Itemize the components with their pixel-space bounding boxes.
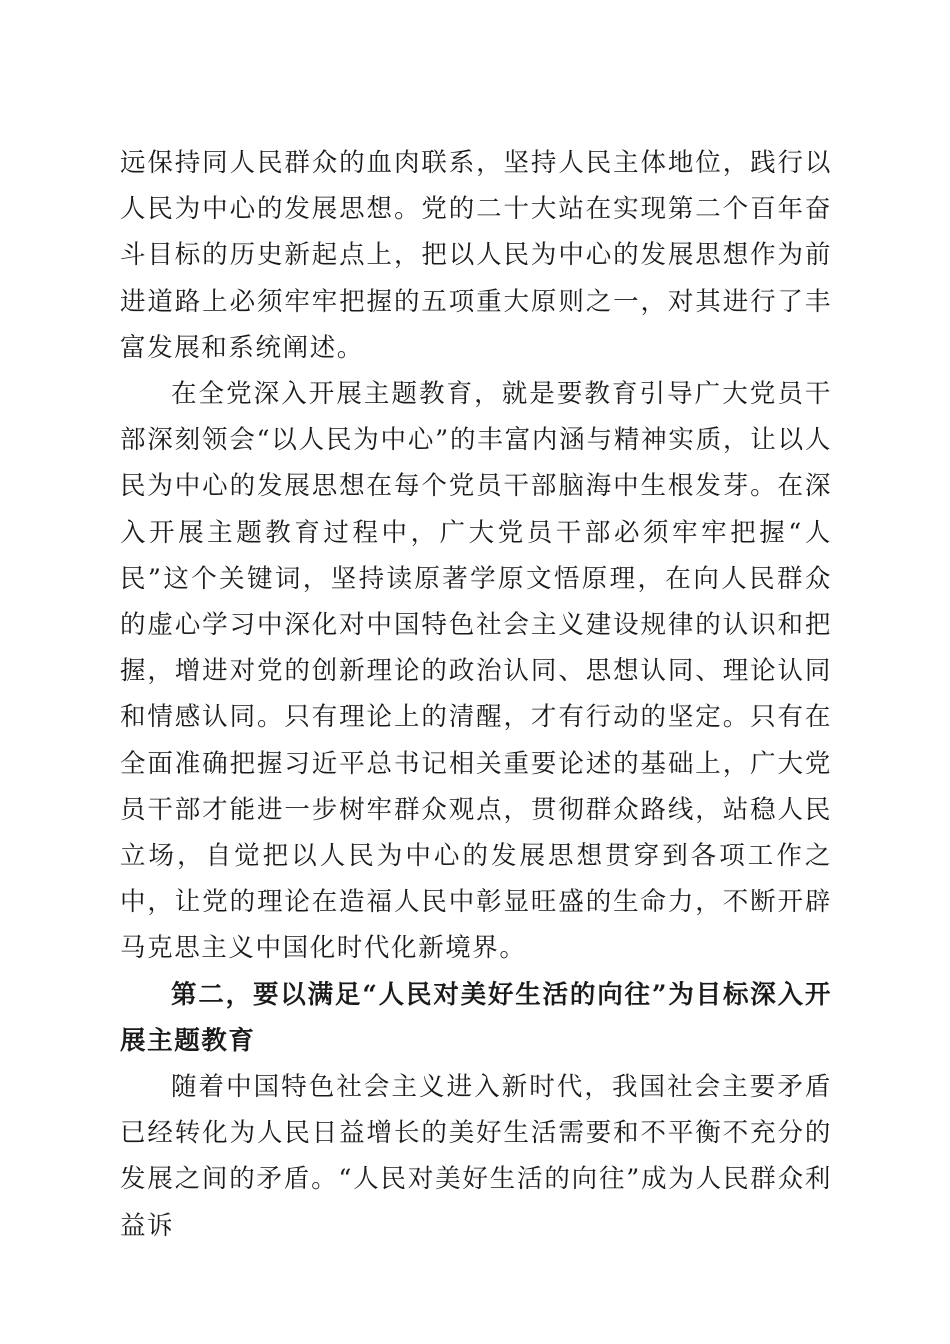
paragraph-continued: 远保持同人民群众的血肉联系，坚持人民主体地位，践行以人民为中心的发展思想。党的二十大站在实现第二个百年奋斗目标的历史新起点上，把以人民为中心的发展思想作为前进道路上必须牢牢把握的五项重大原则之一，对其进行了丰富发展和系统阐述。 (120, 148, 832, 363)
paragraph-theme-education: 在全党深入开展主题教育，就是要教育引导广大党员干部深刻领会“以人民为中心”的丰富内涵与精神实质，让以人民为中心的发展思想在每个党员干部脑海中生根发芽。在深入开展主题教育过程中，广大党员干部必须牢牢把握“人民”这个关键词，坚持读原著学原文悟原理，在向人民群众的虚心学习中深化对中国特色社会主义建设规律的认识和把握，增进对党的创新理论的政治认同、思想认同、理论认同和情感认同。只有理论上的清醒，才有行动的坚定。只有在全面准确把握习近平总书记相关重要论述的基础上，广大党员干部才能进一步树牢群众观点，贯彻群众路线，站稳人民立场，自觉把以人民为中心的发展思想贯穿到各项工作之中，让党的理论在造福人民中彰显旺盛的生命力，不断开辟马克思主义中国化时代化新境界。 (120, 379, 832, 964)
body-text (120, 140, 832, 1249)
paragraph-new-era: 随着中国特色社会主义进入新时代，我国社会主要矛盾已经转化为人民日益增长的美好生活需要和不平衡不充分的发展之间的矛盾。“人民对美好生活的向往”成为人民群众利益诉 (120, 1072, 832, 1241)
section-heading: 第二，要以满足“人民对美好生活的向往”为目标深入开展主题教育 (120, 979, 832, 1056)
